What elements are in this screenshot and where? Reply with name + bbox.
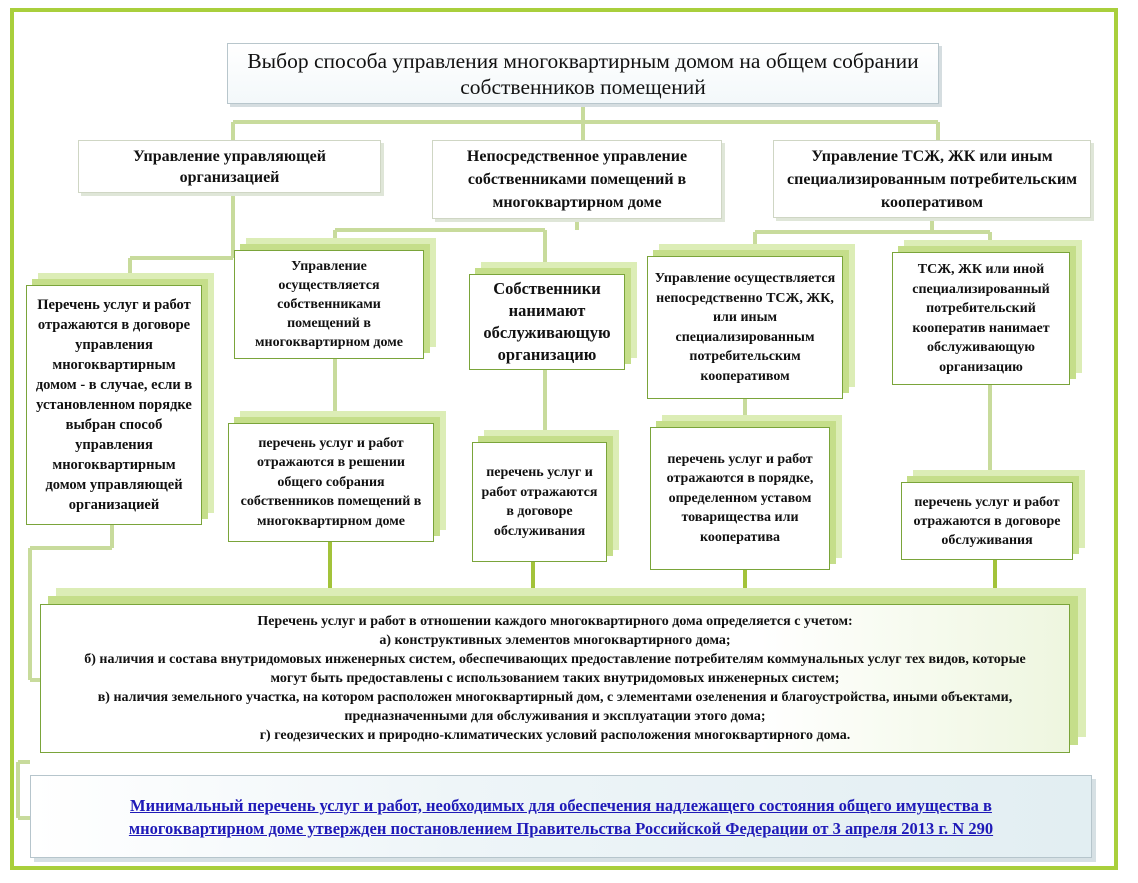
regulation-reference-box — [30, 775, 1092, 858]
owners-hire-service-org: Собственники нанимают обслуживающую организацию — [469, 274, 625, 370]
criteria-item-a: а) конструктивных элементов многоквартирного дома; — [379, 633, 731, 648]
criteria-item-d: г) геодезических и природно-климатических условий расположения многоквартирного дома. — [259, 728, 851, 743]
criteria-heading: Перечень услуг и работ в отношении каждого многоквартирного дома определяется с учетом: — [257, 614, 853, 629]
hoa-hire-service-org: ТСЖ, ЖК или иной специализированный потребительский кооператив нанимает обслуживающую организацию — [892, 252, 1070, 385]
owners-hire-services-list: перечень услуг и работ отражаются в договоре обслуживания — [472, 442, 607, 562]
mgmt-org-services-list: Перечень услуг и работ отражаются в договоре управления многоквартирным домом - в случае, если в установленном порядке выбран способ управления многоквартирным домом управляющей организацией — [26, 285, 202, 525]
diagram-title: Выбор способа управления многоквартирным домом на общем собрании собственников помещений — [227, 43, 939, 104]
regulation-link[interactable]: Минимальный перечень услуг и работ, необходимых для обеспечения надлежащего состояния общего имущества в многоквартирном доме утвержден постановлением Правительства Российской Федерации от 3 апреля 2013 г. N 290 — [128, 795, 994, 838]
hoa-direct-services-list: перечень услуг и работ отражаются в порядке, определенном уставом товарищества или кооператива — [650, 427, 830, 570]
criteria-item-b: б) наличия и состава внутридомовых инженерных систем, обеспечивающих предоставление потребителям коммунальных услуг тех видов, которые могут быть предоставлены с использованием таких внутридомовых инженерных систем; — [84, 652, 1026, 686]
method-management-organization: Управление управляющей организацией — [78, 140, 381, 193]
services-criteria-box — [40, 604, 1070, 753]
hoa-hire-services-list: перечень услуг и работ отражаются в договоре обслуживания — [901, 482, 1073, 560]
hoa-direct-management: Управление осуществляется непосредственно ТСЖ, ЖК, или иным специализированным потребительским кооперативом — [647, 256, 843, 399]
direct-owners-services-list: перечень услуг и работ отражаются в решении общего собрания собственников помещений в многоквартирном доме — [228, 423, 434, 542]
method-direct-management: Непосредственное управление собственниками помещений в многоквартирном доме — [432, 140, 722, 219]
criteria-item-c: в) наличия земельного участка, на котором расположен многоквартирный дом, с элементами озеленения и благоустройства, иными объектами, предназначенными для обслуживания и эксплуатации этого дома; — [97, 690, 1013, 724]
method-hoa-management: Управление ТСЖ, ЖК или иным специализированным потребительским кооперативом — [773, 140, 1091, 218]
direct-owners-management: Управление осуществляется собственниками помещений в многоквартирном доме — [234, 250, 424, 359]
